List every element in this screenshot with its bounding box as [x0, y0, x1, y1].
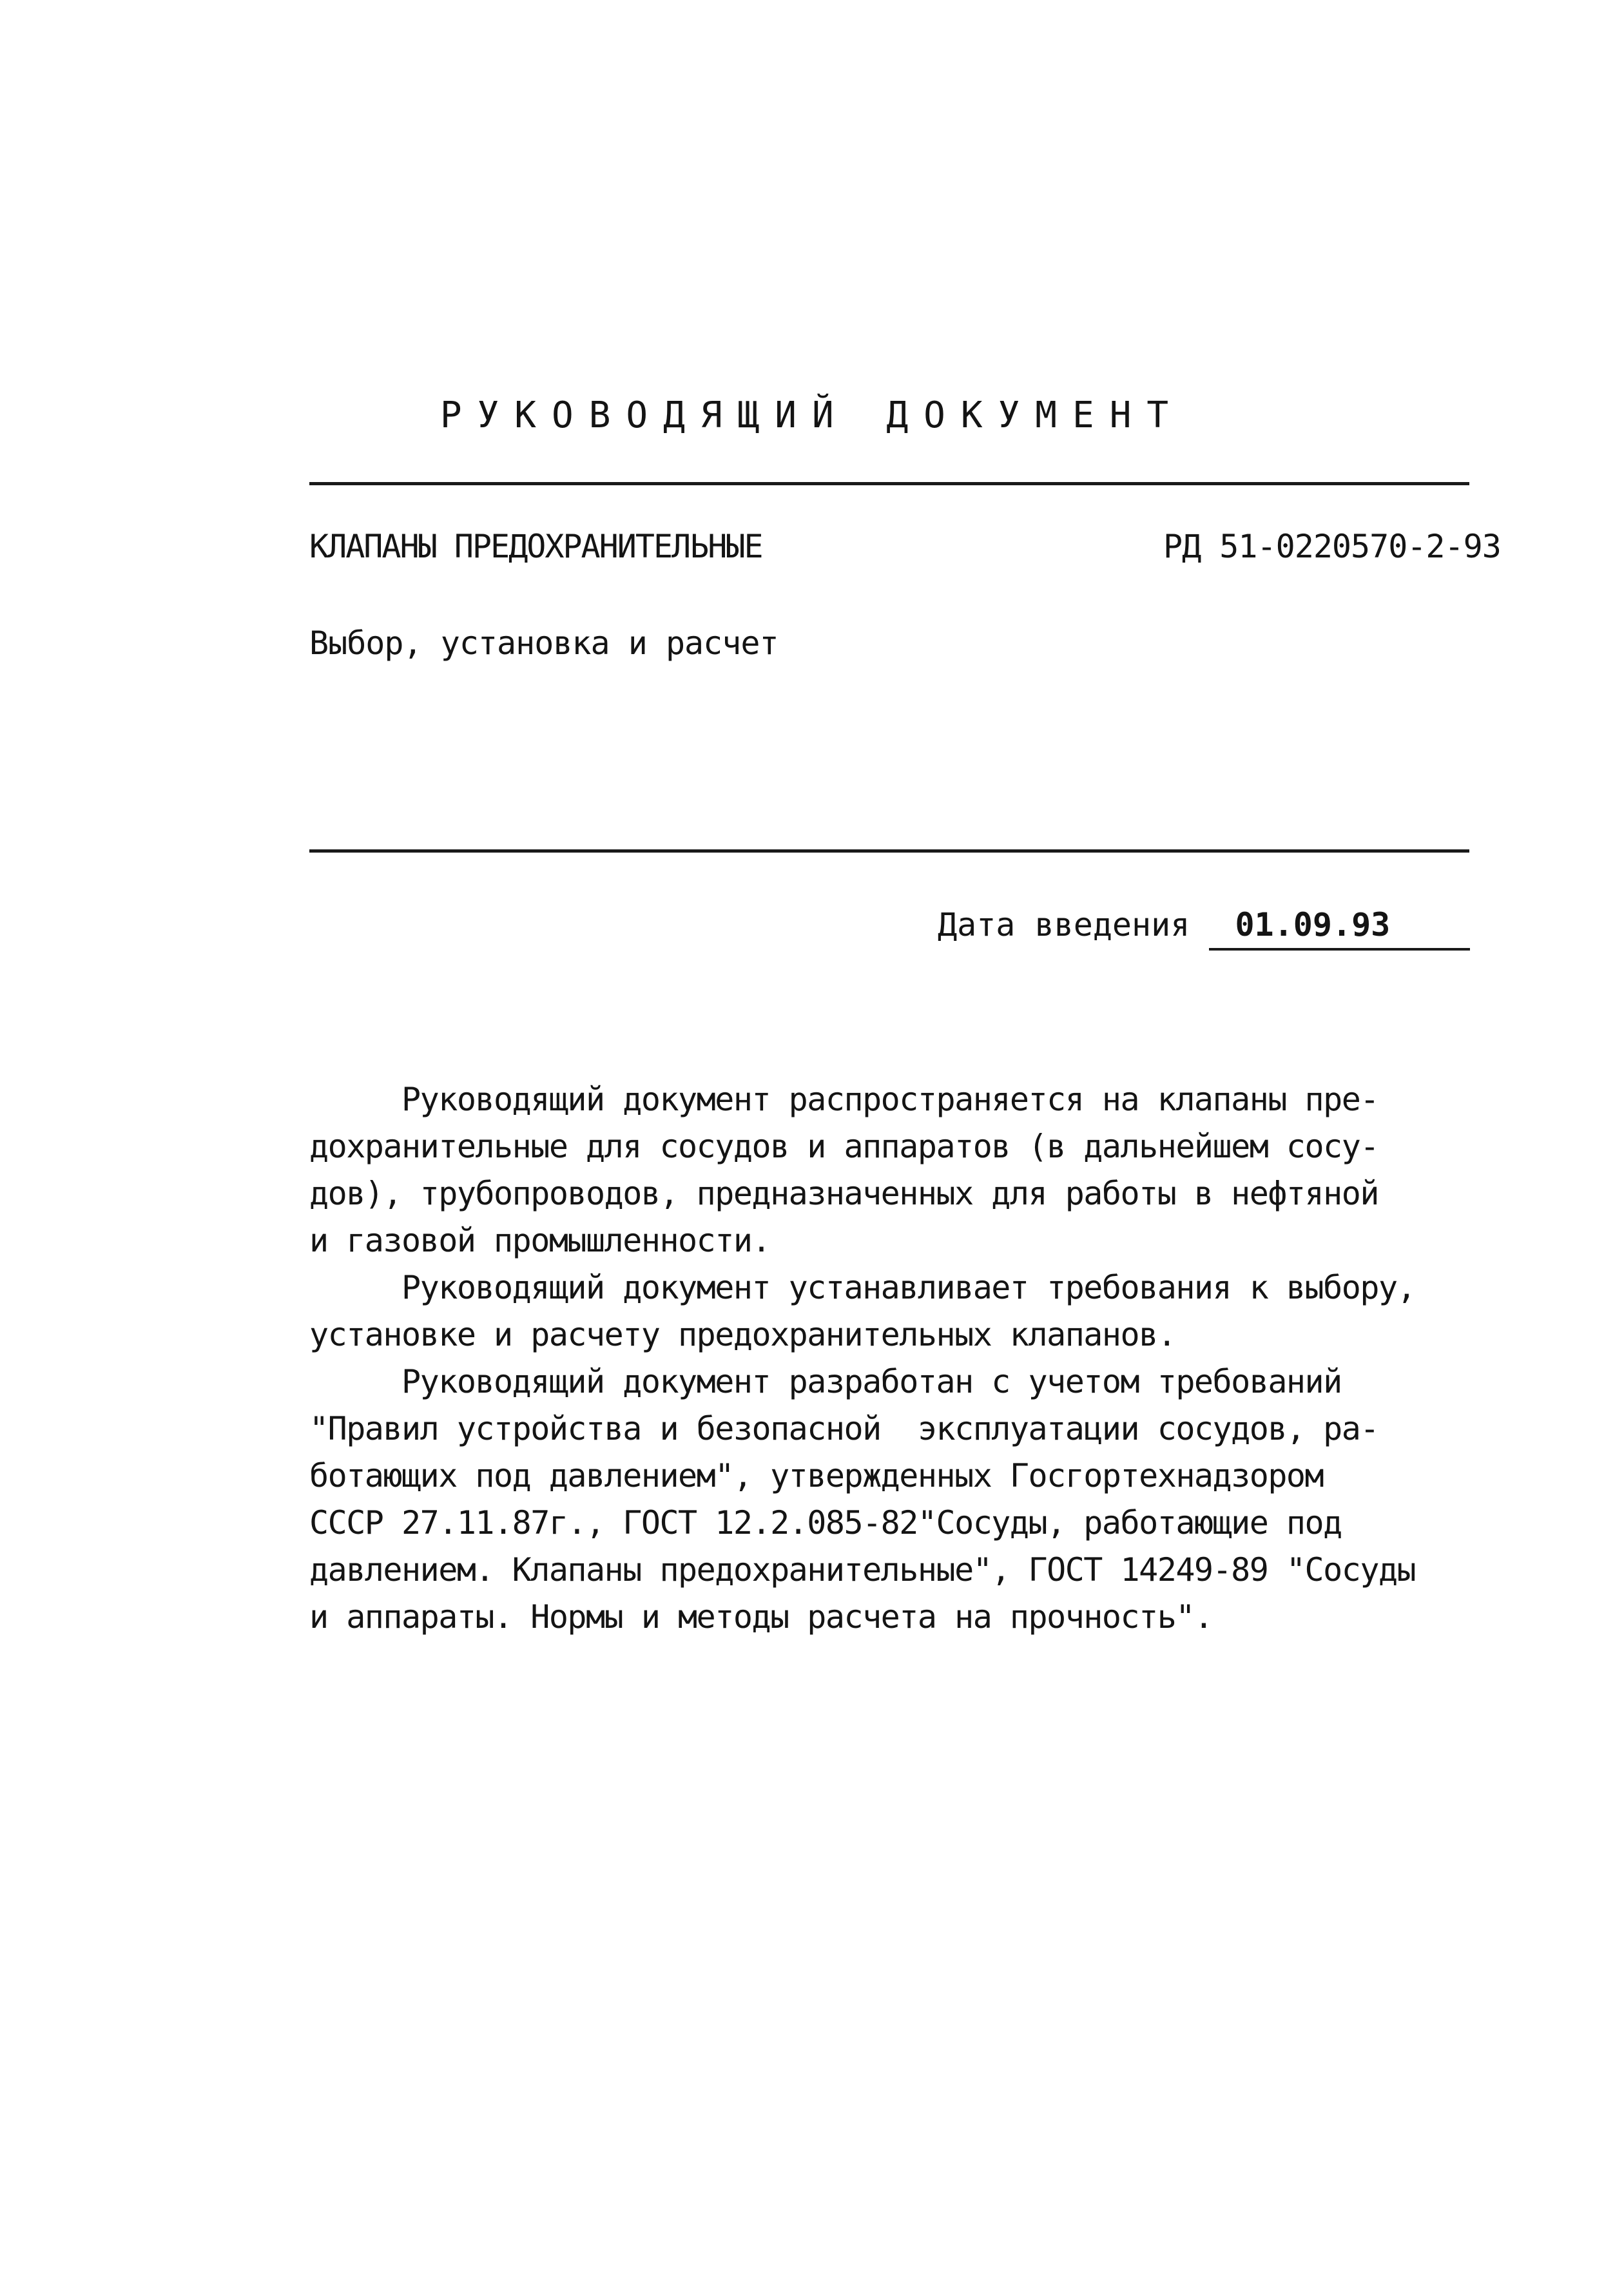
paragraph [309, 1076, 1521, 1264]
paragraph-line: "Правил устройства и безопасной эксплуатации сосудов, ра- [309, 1410, 1378, 1447]
paragraph [309, 1264, 1521, 1358]
paragraph-line: Руководящий документ устанавливает требования к выбору, [309, 1269, 1416, 1306]
paragraph-line: давлением. Клапаны предохранительные", ГОСТ 14249-89 "Сосуды [309, 1551, 1416, 1589]
paragraph-line: Руководящий документ разработан с учетом требований [309, 1363, 1342, 1400]
document-body [309, 1076, 1521, 1641]
paragraph-line: ботающих под давлением", утвержденных Госгортехнадзором [309, 1457, 1324, 1494]
header-top-rule [309, 482, 1469, 485]
paragraph-line: СССР 27.11.87г., ГОСТ 12.2.085-82"Сосуды, работающие под [309, 1504, 1342, 1541]
header-bottom-rule [309, 849, 1469, 853]
effective-date-value: 01.09.93 [1209, 902, 1470, 951]
document-subtitle: Выбор, установка и расчет [309, 624, 778, 662]
paragraph-line: и аппараты. Нормы и методы расчета на прочность". [309, 1598, 1213, 1636]
paragraph-line: дохранительные для сосудов и аппаратов (в дальнейшем сосу- [309, 1128, 1378, 1165]
paragraph-line: Руководящий документ распространяется на клапаны пре- [309, 1081, 1378, 1118]
document-title: КЛАПАНЫ ПРЕДОХРАНИТЕЛЬНЫЕ [309, 528, 762, 565]
effective-date-label: Дата введения [938, 906, 1190, 943]
paragraph-line: и газовой промышленности. [309, 1222, 771, 1259]
document-code: РД 51-0220570-2-93 [1163, 528, 1501, 565]
paragraph-line: установке и расчету предохранительных клапанов. [309, 1316, 1176, 1353]
paragraph-line: дов), трубопроводов, предназначенных для работы в нефтяной [309, 1175, 1378, 1212]
effective-date-row [938, 899, 1470, 951]
document-type-heading: РУКОВОДЯЩИЙ ДОКУМЕНТ [440, 394, 1184, 436]
paragraph [309, 1358, 1521, 1641]
